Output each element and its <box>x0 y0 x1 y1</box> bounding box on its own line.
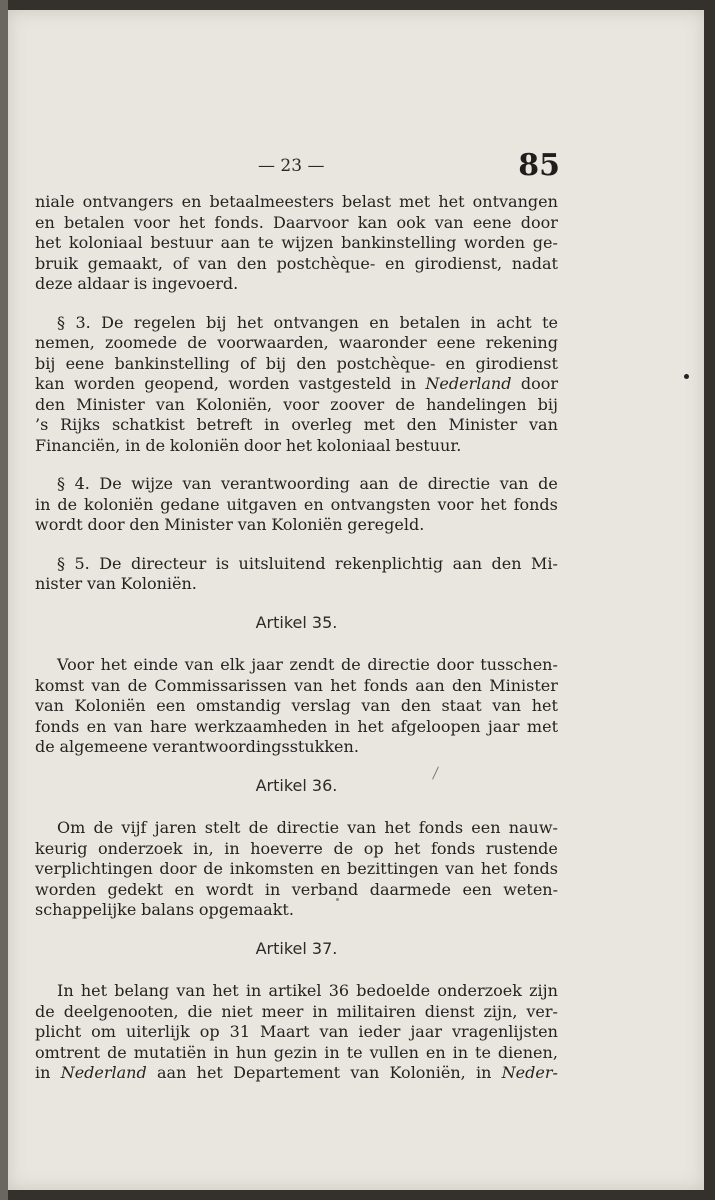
text-line: en betalen voor het fonds. Daarvoor kan ook van eene door <box>35 212 558 232</box>
text-line: bij eene bankinstelling of bij den postchèque- en girodienst <box>35 353 558 373</box>
text-line: worden gedekt en wordt in verband daarmede een weten- <box>35 879 558 899</box>
text-line: omtrent de mutatiën in hun gezin in te vullen en in te dienen, <box>35 1042 558 1062</box>
book-binding-edge <box>0 0 8 1200</box>
text-line: plicht om uiterlijk op 31 Maart van ieder jaar vragenlijsten <box>35 1022 558 1041</box>
text-line: komst van de Commissarissen van het fonds aan den Minister <box>35 675 558 695</box>
text-line: verplichtingen door de inkomsten en bezittingen van het fonds <box>35 859 558 878</box>
text-line: In het belang van het in artikel 36 bedoelde onderzoek zijn <box>57 981 558 1000</box>
article-35-body <box>35 655 558 758</box>
text-line: § 5. De directeur is uitsluitend rekenplichtig aan den Mi- <box>57 553 558 573</box>
text-line: het koloniaal bestuur aan te wijzen bankinstelling worden ge- <box>35 233 558 252</box>
text-line: fonds en van hare werkzaamheden in het afgeloopen jaar met <box>35 716 558 736</box>
paragraph <box>35 192 558 295</box>
text-line: § 3. De regelen bij het ontvangen en betalen in acht te <box>57 312 558 332</box>
paragraph-section-4 <box>35 474 558 536</box>
text-line: deze aldaar is ingevoerd. <box>35 274 239 293</box>
article-heading: Artikel 37. <box>255 938 338 958</box>
article-heading: Artikel 35. <box>255 612 338 632</box>
text-line: van Koloniën een omstandig verslag van den staat van het <box>35 696 558 715</box>
text-line: nister van Koloniën. <box>35 574 197 593</box>
paragraph-section-5 <box>35 554 558 595</box>
text-line: in Nederland aan het Departement van Koloniën, in Neder- <box>35 1063 558 1082</box>
body-text <box>35 192 558 1102</box>
text-line: schappelijke balans opgemaakt. <box>35 900 294 919</box>
text-line: § 4. De wijze van verantwoording aan de directie van de <box>57 474 558 493</box>
page-header <box>8 148 704 192</box>
scanned-page <box>8 10 704 1190</box>
text-line: wordt door den Minister van Koloniën geregeld. <box>35 515 425 534</box>
text-line: nemen, zoomede de voorwaarden, waaronder eene rekening <box>35 333 558 352</box>
article-heading: Artikel 36. <box>255 775 338 795</box>
text-line: ’s Rijks schatkist betreft in overleg met den Minister van <box>35 415 558 434</box>
page-number: 85 <box>518 148 560 183</box>
text-line: de algemeene verantwoordingsstukken. <box>35 737 359 756</box>
paragraph-section-3 <box>35 313 558 457</box>
text-line: niale ontvangers en betaalmeesters belast met het ontvangen <box>35 192 558 211</box>
text-line: keurig onderzoek in, in hoeverre de op het fonds rustende <box>35 838 558 858</box>
ink-dot <box>684 374 689 379</box>
text-line: kan worden geopend, worden vastgesteld in Nederland door <box>35 374 558 393</box>
article-37-body <box>35 981 558 1084</box>
text-line: den Minister van Koloniën, voor zoover de handelingen bij <box>35 394 558 414</box>
article-36-body <box>35 818 558 921</box>
inner-page-number: — 23 — <box>258 156 325 176</box>
text-line: Voor het einde van elk jaar zendt de directie door tusschen- <box>57 655 558 674</box>
text-line: bruik gemaakt, of van den postchèque- en girodienst, nadat <box>35 253 558 273</box>
text-line: Financiën, in de koloniën door het koloniaal bestuur. <box>35 435 462 455</box>
text-line: in de koloniën gedane uitgaven en ontvangsten voor het fonds <box>35 494 558 514</box>
text-line: de deelgenooten, die niet meer in militairen dienst zijn, ver- <box>35 1001 558 1021</box>
text-line: Om de vijf jaren stelt de directie van het fonds een nauw- <box>57 818 558 837</box>
paper-speck <box>336 898 339 901</box>
